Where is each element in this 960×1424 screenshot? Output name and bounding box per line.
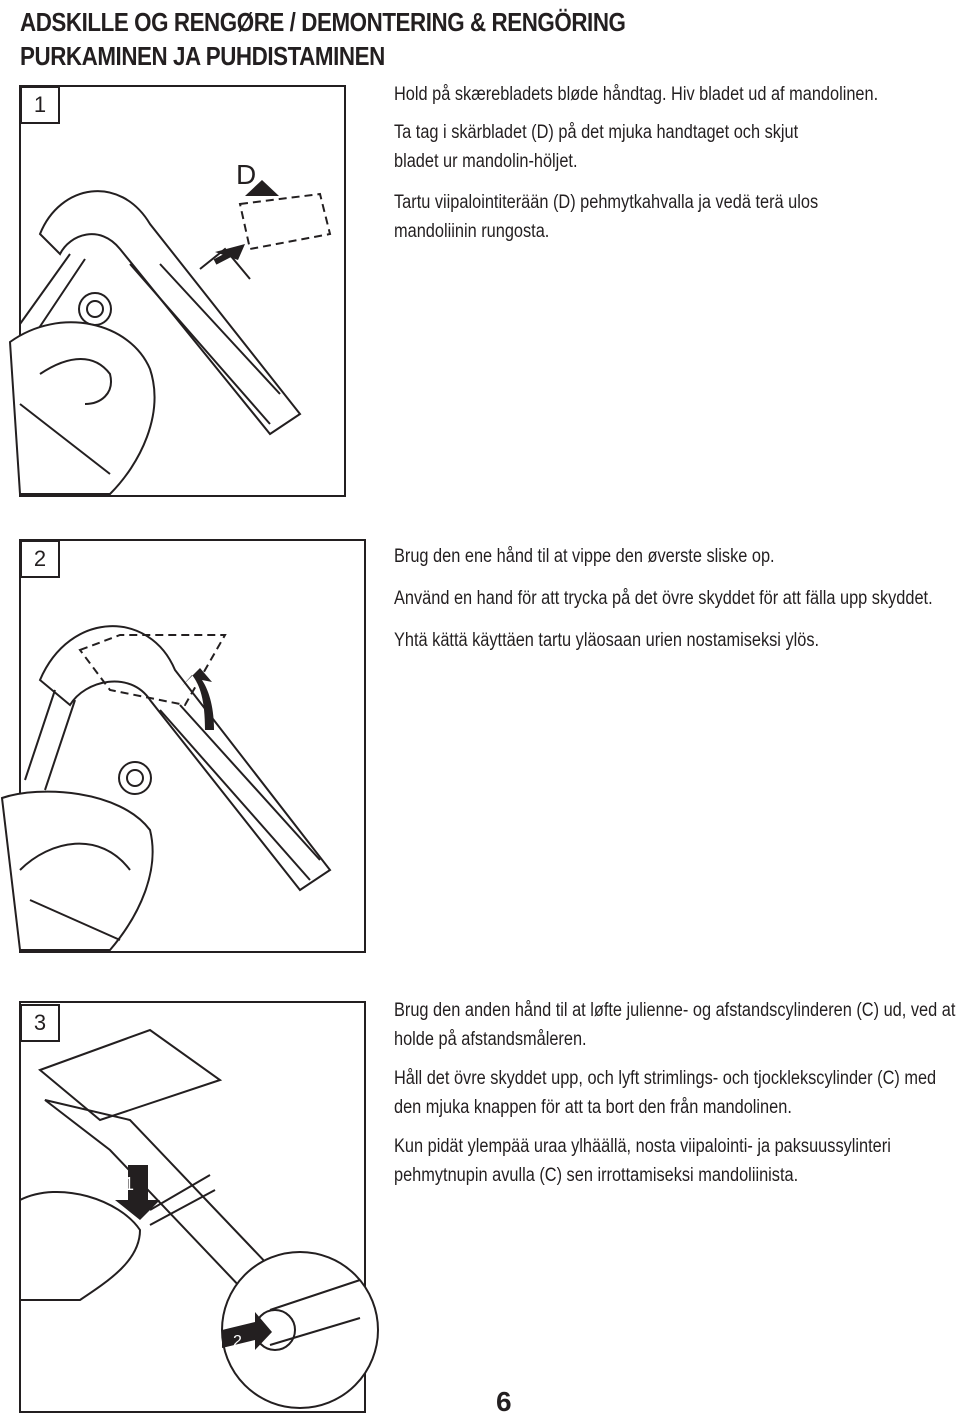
- step-3-number: 3: [20, 1004, 60, 1042]
- raised-guard: [40, 1030, 220, 1120]
- section-title: ADSKILLE OG RENGØRE / DEMONTERING & RENGÖRING: [20, 7, 626, 37]
- step-3-text-fi: Kun pidät ylempää uraa ylhäällä, nosta viipalointi- ja paksuussylinteri pehmytnupin avulla (C) sen irrottamiseksi mandoliinista.: [394, 1136, 891, 1186]
- step-1-number: 1: [20, 86, 60, 124]
- blade-outline: [240, 194, 330, 249]
- step-3-text-sv: Håll det övre skyddet upp, och lyft strimlings- och tjocklekscylinder (C) med den mjuka knappen för att ta bort den från mandolinen.: [394, 1068, 937, 1118]
- step-2-number: 2: [20, 540, 60, 578]
- step-2-illustration: [0, 540, 380, 960]
- step-3-text-da: Brug den anden hånd til at løfte julienne- og afstandscylinderen (C) ud, ved at holde på afstandsmåleren.: [394, 1000, 956, 1050]
- cylinder: [150, 1175, 210, 1210]
- section-subtitle: PURKAMINEN JA PUHDISTAMINEN: [20, 41, 385, 71]
- step-2-text-da: Brug den ene hånd til at vippe den øverste sliske op.: [394, 546, 775, 567]
- hand: [20, 1192, 140, 1300]
- step-1-illustration: [0, 84, 380, 504]
- hand-closeup: [2, 792, 153, 950]
- step-3-illustration: [0, 1000, 380, 1420]
- step-1-callout: D: [236, 159, 257, 190]
- step-1-text-fi: Tartu viipalointiterään (D) pehmytkahvalla ja vedä terä ulos mandoliinin rungosta.: [394, 192, 819, 242]
- hand-closeup: [10, 322, 154, 494]
- knob: [119, 762, 151, 794]
- step-1-text-da: Hold på skærebladets bløde håndtag. Hiv bladet ud af mandolinen.: [394, 84, 879, 105]
- knob: [79, 293, 111, 325]
- arrow-2-label: 2: [233, 1333, 242, 1350]
- step-1-text-sv: Ta tag i skärbladet (D) på det mjuka handtaget och skjut bladet ur mandolin-höljet.: [394, 122, 799, 172]
- page-number: 6: [496, 1386, 512, 1417]
- arrow-1-label: 1: [124, 1174, 135, 1194]
- step-2-text-fi: Yhtä kättä käyttäen tartu yläosaan urien nostamiseksi ylös.: [394, 630, 820, 651]
- step-2-text-sv: Använd en hand för att trycka på det övre skyddet för att fälla upp skyddet.: [394, 588, 933, 609]
